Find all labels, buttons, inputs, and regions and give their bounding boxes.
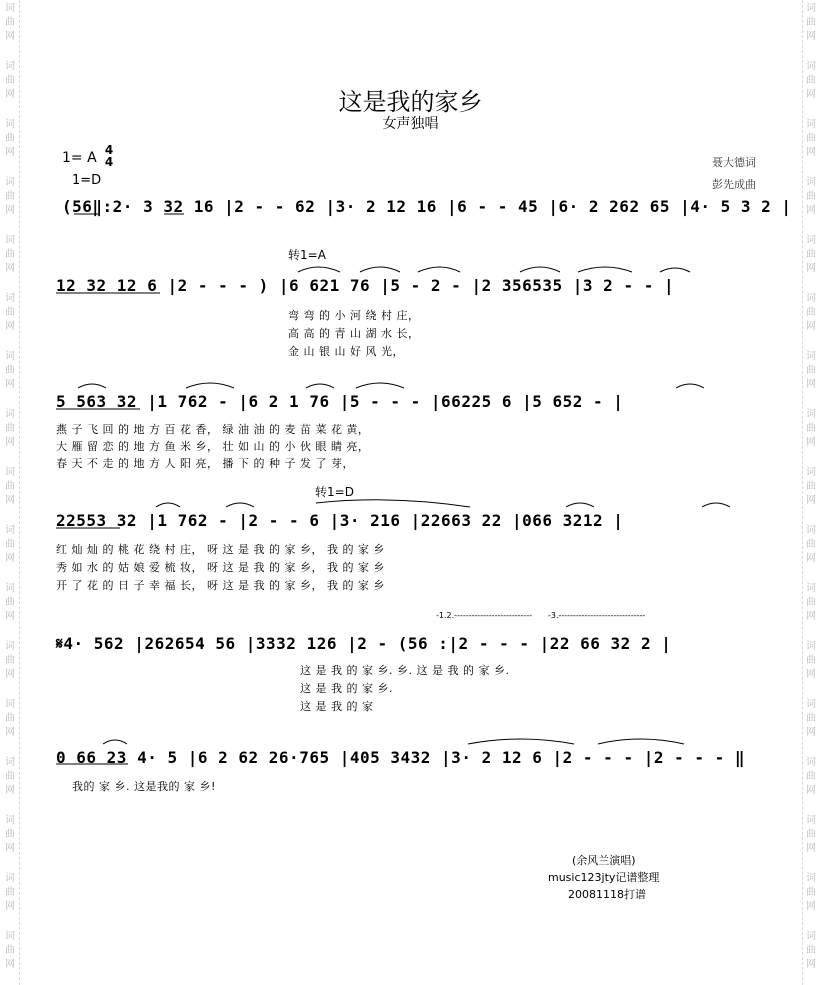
watermark-glyph: 网: [806, 901, 816, 912]
lyric-row-5-verse-1: 这 是 我 的 家 乡. 乡. 这 是 我 的 家 乡.: [300, 664, 510, 677]
watermark-block: [2, 350, 18, 392]
watermark-glyph: 词: [806, 3, 816, 14]
watermark-glyph: 曲: [806, 829, 816, 840]
watermark-glyph: 曲: [806, 17, 816, 28]
watermark-glyph: 词: [806, 235, 816, 246]
watermark-glyph: 曲: [5, 713, 15, 724]
watermark-glyph: 网: [5, 147, 15, 158]
watermark-block: [803, 814, 819, 856]
watermark-glyph: 曲: [806, 945, 816, 956]
watermark-glyph: 曲: [806, 887, 816, 898]
watermark-glyph: 网: [5, 843, 15, 854]
watermark-glyph: 词: [5, 3, 15, 14]
watermark-glyph: 曲: [5, 423, 15, 434]
watermark-glyph: 曲: [5, 771, 15, 782]
watermark-glyph: 词: [5, 641, 15, 652]
watermark-glyph: 网: [5, 727, 15, 738]
watermark-glyph: 网: [5, 553, 15, 564]
watermark-glyph: 曲: [5, 75, 15, 86]
volta-bracket-1-2: -1.2.---------------------------: [436, 611, 533, 620]
watermark-block: [2, 930, 18, 972]
watermark-glyph: 词: [5, 61, 15, 72]
watermark-glyph: 网: [806, 727, 816, 738]
date-credit: 20081118打谱: [568, 888, 646, 901]
watermark-glyph: 曲: [806, 307, 816, 318]
watermark-glyph: 网: [806, 843, 816, 854]
watermark-glyph: 词: [806, 699, 816, 710]
watermark-glyph: 网: [806, 437, 816, 448]
watermark-glyph: 网: [5, 379, 15, 390]
watermark-glyph: 曲: [806, 249, 816, 260]
watermark-glyph: 曲: [5, 307, 15, 318]
watermark-glyph: 网: [806, 553, 816, 564]
watermark-block: [2, 176, 18, 218]
score-row-6: 0 66 23 4· 5 |6 2 62 26·765 |405 3432 |3· 2 12 6 |2 - - - |2 - - - ‖: [56, 748, 746, 767]
watermark-glyph: 曲: [5, 597, 15, 608]
time-signature-bottom: 4: [104, 155, 114, 169]
watermark-glyph: 网: [806, 89, 816, 100]
watermark-glyph: 词: [5, 177, 15, 188]
watermark-glyph: 词: [806, 757, 816, 768]
watermark-glyph: 词: [5, 931, 15, 942]
watermark-glyph: 网: [806, 379, 816, 390]
watermark-glyph: 曲: [5, 191, 15, 202]
watermark-glyph: 词: [5, 293, 15, 304]
watermark-glyph: 网: [806, 31, 816, 42]
watermark-glyph: 词: [806, 119, 816, 130]
watermark-glyph: 曲: [806, 75, 816, 86]
watermark-block: [803, 350, 819, 392]
song-subtitle: 女声独唱: [382, 116, 439, 132]
watermark-glyph: 词: [5, 235, 15, 246]
watermark-glyph: 网: [5, 89, 15, 100]
watermark-glyph: 词: [806, 61, 816, 72]
lyric-row-4-verse-3: 开 了 花 的 日 子 幸 福 长， 呀 这 是 我 的 家 乡， 我 的 家 乡: [56, 579, 385, 592]
watermark-glyph: 词: [806, 467, 816, 478]
modulation-mark-2: 转1=D: [315, 485, 354, 499]
modulation-mark-1: 转1=A: [288, 248, 326, 262]
key-signature: 1= A: [62, 150, 97, 166]
lyric-row-5-verse-2: 这 是 我 的 家 乡.: [300, 682, 393, 695]
lyric-row-2-verse-3: 金 山 银 山 好 风 光，: [288, 345, 404, 358]
watermark-glyph: 曲: [806, 423, 816, 434]
watermark-glyph: 曲: [806, 191, 816, 202]
watermark-glyph: 词: [5, 757, 15, 768]
composer: 彭先成曲: [712, 178, 756, 191]
watermark-glyph: 曲: [5, 17, 15, 28]
watermark-glyph: 曲: [806, 597, 816, 608]
watermark-block: [803, 408, 819, 450]
time-signature: [103, 144, 115, 168]
watermark-glyph: 网: [5, 901, 15, 912]
watermark-glyph: 词: [5, 525, 15, 536]
watermark-block: [803, 640, 819, 682]
lyricist: 聂大德词: [712, 156, 756, 169]
watermark-glyph: 网: [806, 263, 816, 274]
score-row-4: 22553 32 |1 762 - |2 - - 6 |3· 216 |22663 22 |066 3212 |: [56, 511, 624, 530]
watermark-block: [2, 466, 18, 508]
key-signature-secondary: 1=D: [72, 173, 102, 188]
lyric-row-4-verse-1: 红 灿 灿 的 桃 花 绕 村 庄， 呀 这 是 我 的 家 乡， 我 的 家 乡: [56, 543, 385, 556]
watermark-block: [803, 756, 819, 798]
watermark-glyph: 网: [5, 205, 15, 216]
watermark-glyph: 网: [806, 495, 816, 506]
volta-bracket-3: -3.------------------------------: [548, 611, 646, 620]
watermark-block: [2, 234, 18, 276]
watermark-glyph: 曲: [5, 945, 15, 956]
watermark-block: [2, 814, 18, 856]
lyric-row-3-verse-3: 春 天 不 走 的 地 方 人 阳 亮， 播 下 的 种 子 发 了 芽，: [56, 457, 354, 470]
watermark-glyph: 词: [806, 293, 816, 304]
singer-credit: (余风兰演唱): [572, 854, 636, 867]
watermark-glyph: 曲: [5, 539, 15, 550]
lyric-row-2-verse-1: 弯 弯 的 小 河 绕 村 庄，: [288, 309, 420, 322]
watermark-glyph: 网: [5, 495, 15, 506]
watermark-block: [2, 524, 18, 566]
watermark-block: [2, 2, 18, 44]
watermark-glyph: 网: [806, 785, 816, 796]
watermark-glyph: 曲: [5, 365, 15, 376]
watermark-glyph: 词: [806, 931, 816, 942]
watermark-glyph: 词: [806, 351, 816, 362]
watermark-glyph: 词: [5, 467, 15, 478]
watermark-glyph: 曲: [806, 771, 816, 782]
score-row-2: 12 32 12 6 |2 - - - ) |6 621 76 |5 - 2 - |2 356535 |3 2 - - |: [56, 276, 675, 295]
watermark-glyph: 曲: [806, 539, 816, 550]
watermark-glyph: 词: [806, 815, 816, 826]
watermark-glyph: 曲: [806, 655, 816, 666]
watermark-glyph: 网: [806, 611, 816, 622]
watermark-glyph: 曲: [5, 133, 15, 144]
watermark-glyph: 网: [806, 959, 816, 970]
watermark-block: [2, 292, 18, 334]
song-title: 这是我的家乡: [338, 88, 483, 116]
watermark-glyph: 曲: [5, 829, 15, 840]
watermark-glyph: 词: [5, 583, 15, 594]
lyric-row-2-verse-2: 高 高 的 青 山 湖 水 长，: [288, 327, 420, 340]
time-signature-top: 4: [104, 143, 114, 157]
watermark-glyph: 网: [5, 31, 15, 42]
lyric-row-5-verse-3: 这 是 我 的 家: [300, 700, 374, 713]
watermark-glyph: 曲: [806, 713, 816, 724]
watermark-glyph: 词: [5, 119, 15, 130]
watermark-block: [2, 640, 18, 682]
score-row-3: 5 563 32 |1 762 - |6 2 1 76 |5 - - - |66225 6 |5 652 - |: [56, 392, 624, 411]
watermark-glyph: 词: [806, 409, 816, 420]
score-row-5: 𝄋4· 562 |262654 56 |3332 126 |2 - (56 :|2 - - - |22 66 32 2 |: [56, 634, 672, 653]
lyric-row-3-verse-2: 大 雁 留 恋 的 地 方 鱼 米 乡， 壮 如 山 的 小 伙 眼 睛 亮，: [56, 440, 370, 453]
watermark-glyph: 曲: [5, 887, 15, 898]
watermark-glyph: 曲: [5, 249, 15, 260]
watermark-glyph: 网: [806, 205, 816, 216]
watermark-block: [803, 872, 819, 914]
watermark-glyph: 网: [806, 321, 816, 332]
watermark-block: [2, 756, 18, 798]
watermark-block: [2, 408, 18, 450]
watermark-glyph: 网: [5, 959, 15, 970]
watermark-block: [803, 698, 819, 740]
watermark-glyph: 曲: [806, 481, 816, 492]
watermark-glyph: 曲: [5, 481, 15, 492]
watermark-glyph: 网: [806, 669, 816, 680]
watermark-glyph: 词: [806, 641, 816, 652]
watermark-glyph: 词: [5, 351, 15, 362]
watermark-block: [803, 176, 819, 218]
watermark-glyph: 曲: [806, 365, 816, 376]
watermark-glyph: 词: [5, 409, 15, 420]
watermark-glyph: 词: [806, 525, 816, 536]
watermark-block: [803, 292, 819, 334]
watermark-block: [803, 2, 819, 44]
watermark-glyph: 词: [806, 583, 816, 594]
watermark-glyph: 曲: [806, 133, 816, 144]
watermark-glyph: 网: [5, 437, 15, 448]
arranger-credit: music123jty记谱整理: [548, 871, 660, 884]
watermark-block: [2, 582, 18, 624]
watermark-block: [2, 698, 18, 740]
watermark-glyph: 网: [5, 611, 15, 622]
watermark-block: [803, 582, 819, 624]
watermark-block: [803, 930, 819, 972]
watermark-block: [803, 524, 819, 566]
lyric-row-3-verse-1: 燕 子 飞 回 的 地 方 百 花 香， 绿 油 油 的 麦 苗 菜 花 黄，: [56, 423, 370, 436]
watermark-glyph: 词: [806, 177, 816, 188]
watermark-glyph: 词: [5, 873, 15, 884]
watermark-glyph: 词: [5, 815, 15, 826]
watermark-block: [2, 872, 18, 914]
watermark-glyph: 网: [5, 321, 15, 332]
watermark-block: [803, 234, 819, 276]
watermark-block: [803, 466, 819, 508]
lyric-row-4-verse-2: 秀 如 水 的 姑 娘 爱 梳 妆， 呀 这 是 我 的 家 乡， 我 的 家 乡: [56, 561, 385, 574]
lyric-row-6: 我的 家 乡. 这是我的 家 乡!: [72, 780, 216, 793]
score-row-1: (56‖:2· 3 32 16 |2 - - 62 |3· 2 12 16 |6 - - 45 |6· 2 262 65 |4· 5 3 2 |: [62, 197, 792, 216]
watermark-glyph: 网: [5, 669, 15, 680]
watermark-glyph: 网: [806, 147, 816, 158]
watermark-glyph: 词: [806, 873, 816, 884]
watermark-glyph: 网: [5, 785, 15, 796]
watermark-glyph: 网: [5, 263, 15, 274]
watermark-glyph: 词: [5, 699, 15, 710]
watermark-glyph: 曲: [5, 655, 15, 666]
